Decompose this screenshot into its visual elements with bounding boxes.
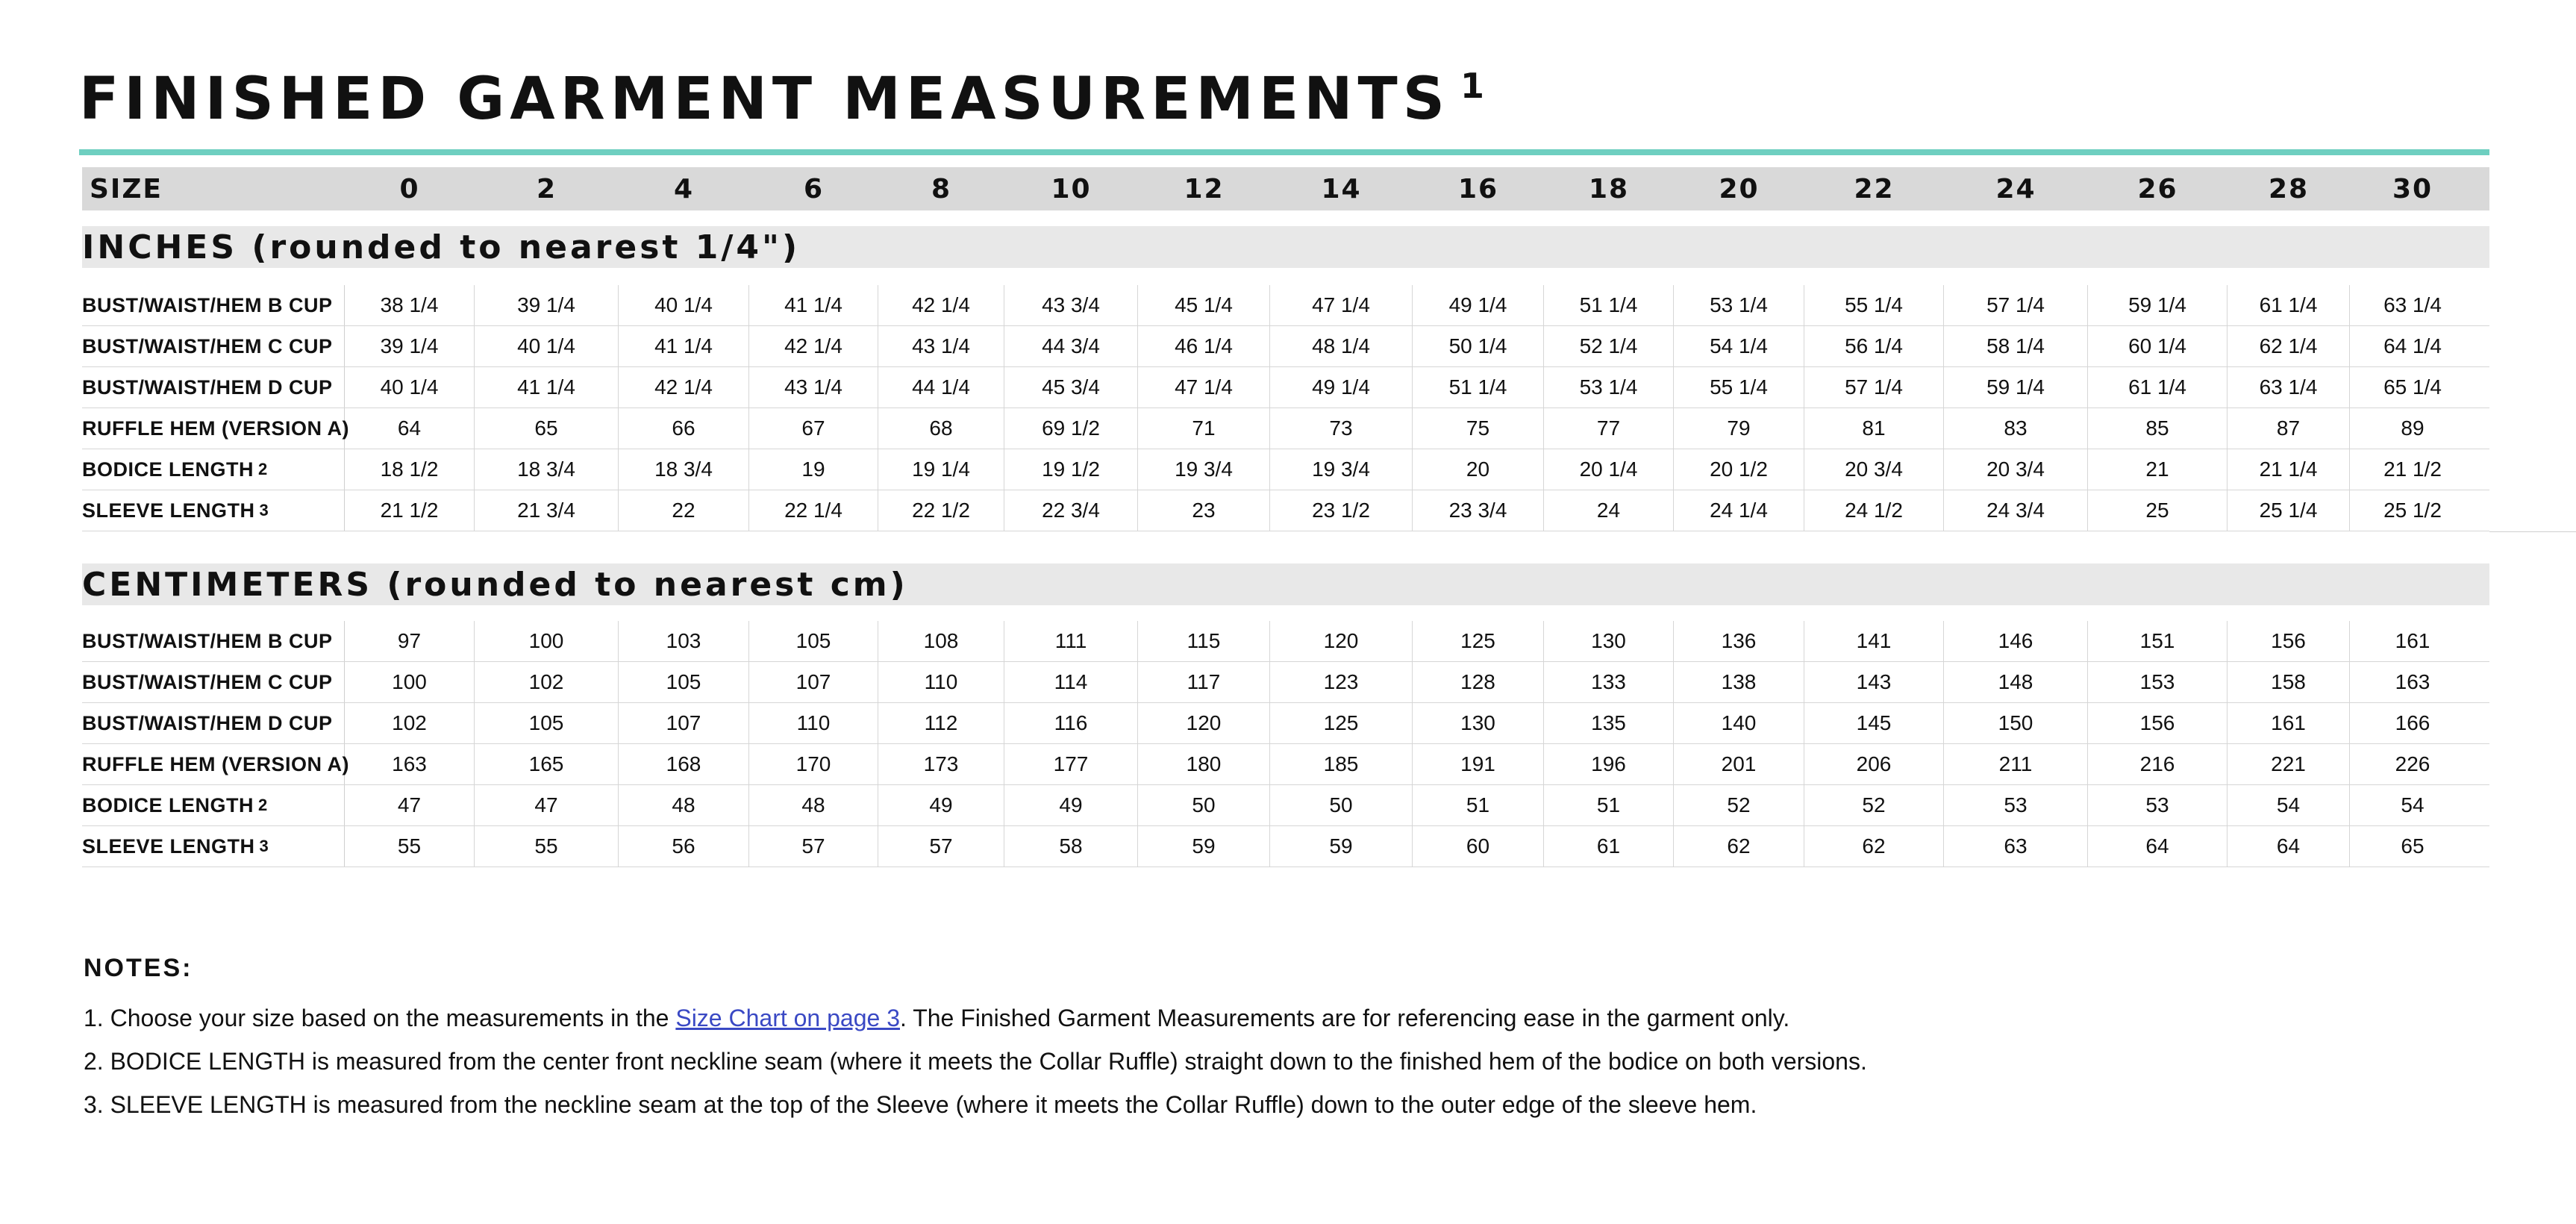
table-cell: 145 [1804, 703, 1944, 743]
table-cell: 56 1/4 [1804, 326, 1944, 366]
note-1 [84, 996, 1867, 1040]
table-divider-line [2489, 531, 2576, 532]
table-cell: 49 [878, 785, 1004, 825]
table-cell: 40 1/4 [475, 326, 619, 366]
centimeters-table [82, 621, 2489, 867]
table-cell: 65 1/4 [2383, 375, 2442, 399]
table-cell: 55 [345, 826, 475, 867]
table-cell: 48 [619, 785, 749, 825]
table-cell: 211 [1944, 744, 2088, 784]
table-cell: 123 [1270, 662, 1413, 702]
table-cell: 63 [1944, 826, 2088, 867]
table-cell: 47 [345, 785, 475, 825]
table-cell: 63 1/4 [2383, 293, 2442, 316]
table-cell: 114 [1004, 662, 1138, 702]
row-label-text: BUST/WAIST/HEM D CUP [82, 711, 333, 734]
size-column-header: 30 [2392, 173, 2433, 204]
table-cell: 117 [1138, 662, 1270, 702]
footnote-marker: 3 [259, 837, 269, 855]
table-cell: 18 1/2 [345, 449, 475, 490]
row-label [82, 662, 345, 702]
table-cell: 45 3/4 [1004, 367, 1138, 408]
table-cell: 64 [345, 408, 475, 449]
note-3: 3. SLEEVE LENGTH is measured from the neckline seam at the top of the Sleeve (where it meets the Collar Ruffle) down to the outer edge of the sleeve hem. [84, 1091, 1757, 1118]
inches-row [82, 326, 2489, 367]
note-1-text-start: 1. Choose your size based on the measurements in the [84, 1005, 676, 1031]
row-label-text: BUST/WAIST/HEM B CUP [82, 293, 333, 316]
inches-row [82, 408, 2489, 449]
centimeters-row [82, 621, 2489, 662]
table-cell: 68 [878, 408, 1004, 449]
centimeters-row [82, 785, 2489, 826]
row-label [82, 621, 345, 661]
table-cell: 22 [619, 490, 749, 531]
table-cell: 161 [2395, 629, 2430, 652]
table-cell: 25 1/2 [2383, 499, 2442, 522]
table-cell: 150 [1944, 703, 2088, 743]
table-cell: 25 1/4 [2228, 490, 2350, 531]
table-cell: 48 [749, 785, 878, 825]
notes-section [84, 954, 1867, 1126]
table-cell: 100 [475, 621, 619, 661]
inches-row [82, 449, 2489, 490]
table-cell: 19 [749, 449, 878, 490]
table-cell: 151 [2088, 621, 2228, 661]
table-cell: 110 [878, 662, 1004, 702]
table-cell: 138 [1674, 662, 1804, 702]
table-cell: 148 [1944, 662, 2088, 702]
table-cell: 156 [2228, 621, 2350, 661]
row-label-text: RUFFLE HEM (VERSION A) [82, 752, 349, 775]
table-cell: 18 3/4 [619, 449, 749, 490]
row-label [82, 449, 345, 490]
note-1-text-end: . The Finished Garment Measurements are for referencing ease in the garment only. [899, 1005, 1790, 1031]
centimeters-row [82, 703, 2489, 744]
table-cell: 19 3/4 [1270, 449, 1413, 490]
table-cell: 66 [619, 408, 749, 449]
table-cell: 19 1/4 [878, 449, 1004, 490]
size-column-header: 22 [1854, 173, 1895, 204]
table-cell: 125 [1270, 703, 1413, 743]
table-cell: 180 [1138, 744, 1270, 784]
footnote-marker: 3 [259, 501, 269, 519]
table-cell: 61 1/4 [2228, 285, 2350, 325]
table-cell: 112 [878, 703, 1004, 743]
row-label [82, 826, 345, 867]
size-column-header: 0 [399, 173, 420, 204]
table-cell: 59 [1138, 826, 1270, 867]
table-cell: 105 [475, 703, 619, 743]
table-cell: 47 1/4 [1270, 285, 1413, 325]
table-cell: 59 [1270, 826, 1413, 867]
table-cell: 62 1/4 [2228, 326, 2350, 366]
table-cell: 43 1/4 [878, 326, 1004, 366]
table-cell: 79 [1674, 408, 1804, 449]
table-cell: 60 [1413, 826, 1544, 867]
table-cell: 18 3/4 [475, 449, 619, 490]
table-cell: 41 1/4 [475, 367, 619, 408]
table-cell: 47 [475, 785, 619, 825]
table-cell: 52 1/4 [1544, 326, 1674, 366]
row-label-text: BUST/WAIST/HEM D CUP [82, 375, 333, 399]
table-cell: 22 1/4 [749, 490, 878, 531]
table-cell: 19 1/2 [1004, 449, 1138, 490]
table-cell: 24 [1544, 490, 1674, 531]
table-cell: 158 [2228, 662, 2350, 702]
table-cell: 64 [2228, 826, 2350, 867]
footnote-marker: 2 [258, 460, 268, 478]
size-column-header: 28 [2268, 173, 2310, 204]
table-cell: 20 3/4 [1804, 449, 1944, 490]
table-cell: 57 1/4 [1804, 367, 1944, 408]
table-cell: 62 [1674, 826, 1804, 867]
table-cell: 107 [619, 703, 749, 743]
table-cell: 110 [749, 703, 878, 743]
size-column-header: 10 [1051, 173, 1092, 204]
table-cell: 52 [1674, 785, 1804, 825]
table-cell: 19 3/4 [1138, 449, 1270, 490]
table-cell: 130 [1413, 703, 1544, 743]
table-cell: 49 1/4 [1413, 285, 1544, 325]
table-cell: 102 [345, 703, 475, 743]
row-label-text: SLEEVE LENGTH [82, 834, 255, 858]
table-cell: 55 1/4 [1674, 367, 1804, 408]
row-label [82, 785, 345, 825]
table-cell: 173 [878, 744, 1004, 784]
table-cell: 161 [2228, 703, 2350, 743]
row-label-text: SLEEVE LENGTH [82, 499, 255, 522]
table-cell: 55 [475, 826, 619, 867]
table-cell: 57 1/4 [1944, 285, 2088, 325]
table-cell: 64 1/4 [2383, 334, 2442, 357]
size-column-header: 2 [536, 173, 557, 204]
row-label [82, 285, 345, 325]
table-cell: 53 1/4 [1674, 285, 1804, 325]
table-cell: 69 1/2 [1004, 408, 1138, 449]
footnote-marker: 2 [258, 796, 268, 814]
table-cell: 49 1/4 [1270, 367, 1413, 408]
table-cell: 43 1/4 [749, 367, 878, 408]
table-cell: 46 1/4 [1138, 326, 1270, 366]
table-cell: 25 [2088, 490, 2228, 531]
table-cell: 51 1/4 [1544, 285, 1674, 325]
table-cell: 59 1/4 [1944, 367, 2088, 408]
table-cell: 50 [1138, 785, 1270, 825]
table-cell: 42 1/4 [878, 285, 1004, 325]
table-cell: 54 [2401, 793, 2425, 816]
title-footnote-marker: 1 [1460, 66, 1484, 106]
table-cell: 58 1/4 [1944, 326, 2088, 366]
table-cell: 50 1/4 [1413, 326, 1544, 366]
centimeters-row [82, 744, 2489, 785]
size-column-header: 18 [1588, 173, 1630, 204]
table-cell: 55 1/4 [1804, 285, 1944, 325]
table-cell: 107 [749, 662, 878, 702]
size-column-header: 24 [1995, 173, 2036, 204]
table-cell: 168 [619, 744, 749, 784]
row-label-text: BUST/WAIST/HEM C CUP [82, 334, 333, 357]
table-cell: 156 [2088, 703, 2228, 743]
table-cell: 22 1/2 [878, 490, 1004, 531]
table-cell: 38 1/4 [345, 285, 475, 325]
row-label-text: BUST/WAIST/HEM C CUP [82, 670, 333, 693]
table-cell: 75 [1413, 408, 1544, 449]
table-cell: 57 [878, 826, 1004, 867]
table-cell: 135 [1544, 703, 1674, 743]
table-cell: 20 1/4 [1544, 449, 1674, 490]
inches-table [82, 285, 2489, 531]
table-cell: 163 [345, 744, 475, 784]
table-cell: 185 [1270, 744, 1413, 784]
row-label [82, 744, 349, 784]
table-cell: 133 [1544, 662, 1674, 702]
size-column-header: 16 [1457, 173, 1499, 204]
table-cell: 21 [2088, 449, 2228, 490]
size-column-header: 20 [1719, 173, 1760, 204]
table-cell: 23 3/4 [1413, 490, 1544, 531]
table-cell: 100 [345, 662, 475, 702]
table-cell: 196 [1544, 744, 1674, 784]
size-chart-link[interactable]: Size Chart on page 3 [675, 1005, 900, 1031]
row-label-text: RUFFLE HEM (VERSION A) [82, 416, 349, 440]
table-cell: 42 1/4 [749, 326, 878, 366]
table-cell: 39 1/4 [345, 326, 475, 366]
table-cell: 105 [619, 662, 749, 702]
table-cell: 44 1/4 [878, 367, 1004, 408]
table-cell: 85 [2088, 408, 2228, 449]
table-cell: 20 [1413, 449, 1544, 490]
table-cell: 81 [1804, 408, 1944, 449]
table-cell: 41 1/4 [749, 285, 878, 325]
table-cell: 58 [1004, 826, 1138, 867]
table-cell: 226 [2395, 752, 2430, 775]
table-cell: 83 [1944, 408, 2088, 449]
table-cell: 40 1/4 [345, 367, 475, 408]
inches-row [82, 285, 2489, 326]
table-cell: 41 1/4 [619, 326, 749, 366]
table-cell: 120 [1270, 621, 1413, 661]
title-rule [79, 149, 2489, 155]
inches-row [82, 490, 2489, 531]
table-cell: 163 [2395, 670, 2430, 693]
table-cell: 42 1/4 [619, 367, 749, 408]
table-cell: 102 [475, 662, 619, 702]
table-cell: 21 3/4 [475, 490, 619, 531]
table-cell: 71 [1138, 408, 1270, 449]
centimeters-row [82, 662, 2489, 703]
table-cell: 166 [2395, 711, 2430, 734]
row-label [82, 367, 345, 408]
inches-section-header [82, 226, 2489, 268]
table-cell: 61 1/4 [2088, 367, 2228, 408]
size-header-row [82, 167, 2489, 210]
table-cell: 89 [2401, 416, 2425, 440]
table-cell: 77 [1544, 408, 1674, 449]
table-cell: 53 [2088, 785, 2228, 825]
table-cell: 50 [1270, 785, 1413, 825]
page-title [79, 66, 1484, 133]
table-cell: 52 [1804, 785, 1944, 825]
table-cell: 21 1/2 [2383, 458, 2442, 481]
size-label: SIZE [90, 173, 163, 204]
table-cell: 130 [1544, 621, 1674, 661]
row-label [82, 490, 345, 531]
size-column-header: 12 [1184, 173, 1225, 204]
table-cell: 51 1/4 [1413, 367, 1544, 408]
table-cell: 67 [749, 408, 878, 449]
page-title-text: FINISHED GARMENT MEASUREMENTS [79, 66, 1450, 133]
table-cell: 24 1/2 [1804, 490, 1944, 531]
table-cell: 43 3/4 [1004, 285, 1138, 325]
table-cell: 115 [1138, 621, 1270, 661]
table-cell: 116 [1004, 703, 1138, 743]
table-cell: 24 1/4 [1674, 490, 1804, 531]
table-cell: 97 [345, 621, 475, 661]
table-cell: 61 [1544, 826, 1674, 867]
table-cell: 65 [475, 408, 619, 449]
inches-heading: INCHES (rounded to nearest 1/4") [82, 228, 801, 266]
table-cell: 53 [1944, 785, 2088, 825]
size-column-header: 26 [2137, 173, 2178, 204]
table-cell: 141 [1804, 621, 1944, 661]
note-2: 2. BODICE LENGTH is measured from the center front neckline seam (where it meets the Collar Ruffle) straight down to the finished hem of the bodice on both versions. [84, 1048, 1867, 1075]
table-cell: 39 1/4 [475, 285, 619, 325]
table-cell: 60 1/4 [2088, 326, 2228, 366]
table-cell: 45 1/4 [1138, 285, 1270, 325]
table-cell: 153 [2088, 662, 2228, 702]
table-cell: 108 [878, 621, 1004, 661]
table-cell: 206 [1804, 744, 1944, 784]
row-label [82, 408, 349, 449]
table-cell: 54 1/4 [1674, 326, 1804, 366]
table-cell: 120 [1138, 703, 1270, 743]
table-cell: 125 [1413, 621, 1544, 661]
table-cell: 21 1/2 [345, 490, 475, 531]
table-cell: 105 [749, 621, 878, 661]
table-cell: 48 1/4 [1270, 326, 1413, 366]
table-cell: 128 [1413, 662, 1544, 702]
table-cell: 47 1/4 [1138, 367, 1270, 408]
row-label-text: BODICE LENGTH [82, 458, 254, 481]
table-cell: 23 [1138, 490, 1270, 531]
table-cell: 62 [1804, 826, 1944, 867]
table-cell: 111 [1004, 621, 1138, 661]
centimeters-section-header [82, 563, 2489, 605]
size-column-header: 6 [803, 173, 825, 204]
size-column-header: 8 [931, 173, 952, 204]
table-cell: 177 [1004, 744, 1138, 784]
table-cell: 73 [1270, 408, 1413, 449]
table-cell: 51 [1544, 785, 1674, 825]
notes-title: NOTES: [84, 954, 193, 982]
table-cell: 140 [1674, 703, 1804, 743]
table-cell: 54 [2228, 785, 2350, 825]
row-label [82, 326, 345, 366]
table-cell: 53 1/4 [1544, 367, 1674, 408]
table-cell: 170 [749, 744, 878, 784]
table-cell: 21 1/4 [2228, 449, 2350, 490]
table-cell: 40 1/4 [619, 285, 749, 325]
size-column-header: 14 [1321, 173, 1362, 204]
table-cell: 57 [749, 826, 878, 867]
table-cell: 24 3/4 [1944, 490, 2088, 531]
table-cell: 20 1/2 [1674, 449, 1804, 490]
inches-row [82, 367, 2489, 408]
table-cell: 201 [1674, 744, 1804, 784]
row-label [82, 703, 345, 743]
table-cell: 65 [2401, 834, 2425, 858]
table-cell: 143 [1804, 662, 1944, 702]
table-cell: 136 [1674, 621, 1804, 661]
table-cell: 63 1/4 [2228, 367, 2350, 408]
table-cell: 191 [1413, 744, 1544, 784]
table-cell: 56 [619, 826, 749, 867]
row-label-text: BODICE LENGTH [82, 793, 254, 816]
table-cell: 23 1/2 [1270, 490, 1413, 531]
table-cell: 51 [1413, 785, 1544, 825]
table-cell: 64 [2088, 826, 2228, 867]
table-cell: 59 1/4 [2088, 285, 2228, 325]
centimeters-heading: CENTIMETERS (rounded to nearest cm) [82, 565, 908, 604]
table-cell: 22 3/4 [1004, 490, 1138, 531]
table-cell: 87 [2228, 408, 2350, 449]
size-column-header: 4 [673, 173, 695, 204]
table-cell: 165 [475, 744, 619, 784]
table-cell: 216 [2088, 744, 2228, 784]
table-cell: 221 [2228, 744, 2350, 784]
table-cell: 49 [1004, 785, 1138, 825]
table-cell: 103 [619, 621, 749, 661]
table-cell: 20 3/4 [1944, 449, 2088, 490]
centimeters-row [82, 826, 2489, 867]
table-cell: 44 3/4 [1004, 326, 1138, 366]
row-label-text: BUST/WAIST/HEM B CUP [82, 629, 333, 652]
table-cell: 146 [1944, 621, 2088, 661]
